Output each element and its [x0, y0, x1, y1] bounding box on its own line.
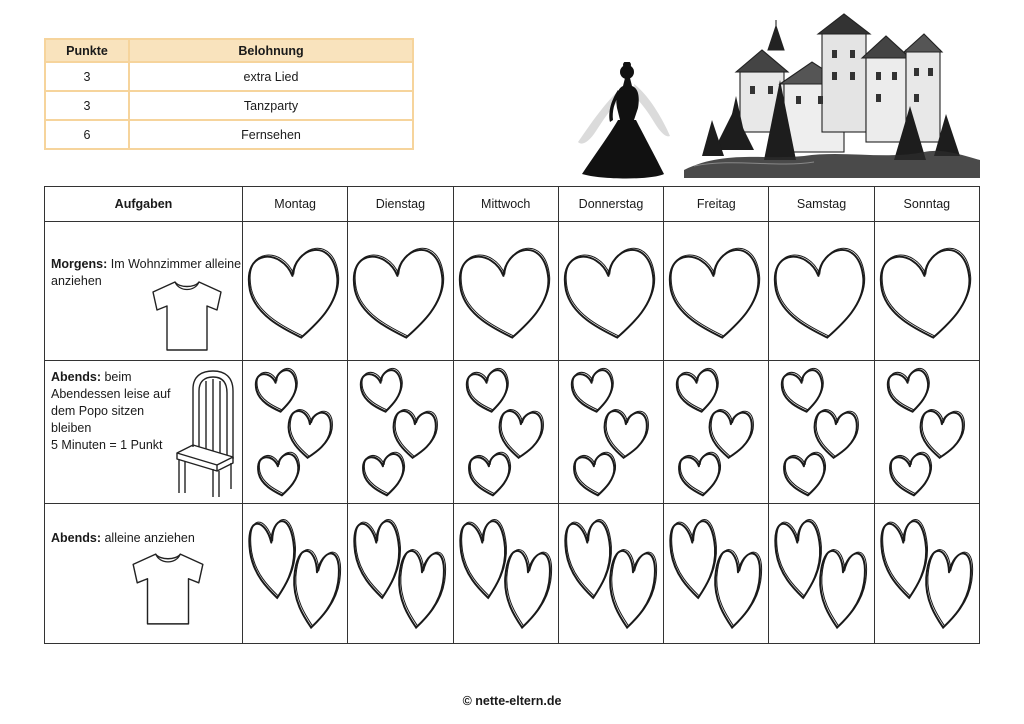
heart-icon [572, 451, 619, 498]
t-shirt-icon [127, 550, 209, 628]
hearts-drawing [875, 361, 979, 504]
task-description [51, 530, 195, 547]
reward-points: 3 [45, 91, 129, 120]
heart-icon [247, 519, 301, 601]
hearts-drawing [769, 361, 873, 504]
reward-points: 3 [45, 62, 129, 91]
day-header: Dienstag [348, 187, 453, 222]
heart-cell[interactable] [874, 222, 979, 361]
hearts-drawing [559, 222, 663, 360]
hearts-drawing [348, 222, 452, 360]
heart-icon [570, 367, 618, 415]
heart-icon [605, 549, 659, 631]
day-header: Mittwoch [453, 187, 558, 222]
reward-name: Tanzparty [129, 91, 413, 120]
heart-icon [359, 367, 407, 415]
heart-icon [351, 246, 452, 344]
task-description [51, 369, 179, 454]
hearts-drawing [664, 504, 768, 643]
heart-icon [780, 367, 828, 415]
heart-cell[interactable] [558, 360, 663, 504]
heart-cell[interactable] [558, 504, 663, 644]
hearts-drawing [348, 504, 452, 643]
reward-row [45, 91, 413, 120]
task-text: alleine anziehen [101, 531, 195, 546]
hearts-drawing [243, 222, 347, 360]
task-time-label: Abends: [51, 369, 101, 384]
heart-cell[interactable] [769, 222, 874, 361]
hearts-drawing [454, 504, 558, 643]
reward-header: Belohnung [129, 39, 413, 62]
weekly-chart [44, 186, 980, 644]
heart-icon [879, 519, 933, 601]
heart-icon [392, 409, 439, 459]
princess-silhouette-icon [572, 62, 672, 180]
day-header: Donnerstag [558, 187, 663, 222]
reward-name: extra Lied [129, 62, 413, 91]
day-header: Sonntag [874, 187, 979, 222]
hearts-drawing [559, 361, 663, 504]
day-header: Montag [243, 187, 348, 222]
task-time-label: Abends: [51, 531, 101, 546]
heart-icon [772, 246, 873, 344]
heart-icon [918, 409, 965, 459]
reward-table [44, 38, 414, 150]
day-header: Samstag [769, 187, 874, 222]
heart-icon [885, 367, 933, 415]
hearts-drawing [664, 222, 768, 360]
reward-row [45, 120, 413, 149]
task-row [45, 504, 980, 644]
hearts-drawing [454, 222, 558, 360]
heart-cell[interactable] [453, 504, 558, 644]
heart-cell[interactable] [769, 504, 874, 644]
hearts-drawing [769, 222, 873, 360]
heart-icon [254, 367, 302, 415]
heart-icon [816, 549, 870, 631]
heart-cell[interactable] [453, 360, 558, 504]
task-text: beim Abendessen leise auf dem Popo sitzen bleiben [51, 369, 171, 435]
hearts-drawing [769, 504, 873, 643]
t-shirt-icon [147, 278, 227, 354]
heart-icon [245, 246, 346, 344]
heart-cell[interactable] [664, 504, 769, 644]
heart-icon [921, 549, 975, 631]
task-cell [45, 222, 243, 361]
heart-icon [666, 246, 767, 344]
heart-icon [675, 367, 723, 415]
heart-cell[interactable] [348, 504, 453, 644]
hearts-drawing [454, 361, 558, 504]
castle-sketch-icon [684, 10, 980, 178]
copyright-footer: © nette-eltern.de [462, 694, 562, 708]
heart-cell[interactable] [874, 360, 979, 504]
heart-icon [497, 409, 544, 459]
heart-icon [256, 451, 303, 498]
heart-cell[interactable] [243, 360, 348, 504]
tasks-header: Aufgaben [45, 187, 243, 222]
heart-icon [287, 409, 334, 459]
heart-cell[interactable] [664, 360, 769, 504]
task-row [45, 360, 980, 504]
reward-header-row [45, 39, 413, 62]
points-header: Punkte [45, 39, 129, 62]
heart-cell[interactable] [453, 222, 558, 361]
heart-icon [289, 549, 343, 631]
heart-cell[interactable] [243, 222, 348, 361]
heart-icon [668, 519, 722, 601]
hearts-drawing [875, 222, 979, 360]
heart-icon [677, 451, 724, 498]
heart-icon [563, 519, 617, 601]
heart-cell[interactable] [243, 504, 348, 644]
hearts-drawing [875, 504, 979, 643]
task-cell [45, 360, 243, 504]
heart-icon [708, 409, 755, 459]
heart-icon [888, 451, 935, 498]
task-row [45, 222, 980, 361]
heart-cell[interactable] [348, 360, 453, 504]
heart-icon [773, 519, 827, 601]
heart-cell[interactable] [558, 222, 663, 361]
heart-cell[interactable] [348, 222, 453, 361]
hearts-drawing [348, 361, 452, 504]
chart-header-row [45, 187, 980, 222]
task-note: 5 Minuten = 1 Punkt [51, 437, 163, 452]
reward-row [45, 62, 413, 91]
heart-icon [464, 367, 512, 415]
heart-icon [783, 451, 830, 498]
heart-cell[interactable] [769, 360, 874, 504]
reward-name: Fernsehen [129, 120, 413, 149]
heart-icon [710, 549, 764, 631]
task-time-label: Morgens: [51, 257, 108, 272]
heart-icon [602, 409, 649, 459]
heart-icon [352, 519, 406, 601]
hearts-drawing [664, 361, 768, 504]
heart-cell[interactable] [874, 504, 979, 644]
heart-icon [456, 246, 557, 344]
chair-icon [173, 367, 239, 499]
hearts-drawing [243, 361, 347, 504]
heart-icon [877, 246, 978, 344]
reward-points: 6 [45, 120, 129, 149]
heart-icon [561, 246, 662, 344]
heart-icon [813, 409, 860, 459]
heart-icon [362, 451, 409, 498]
day-header: Freitag [664, 187, 769, 222]
hearts-drawing [243, 504, 347, 643]
heart-icon [467, 451, 514, 498]
heart-icon [458, 519, 512, 601]
heart-cell[interactable] [664, 222, 769, 361]
heart-icon [500, 549, 554, 631]
task-text: Im Wohnzimmer alleine anziehen [51, 257, 242, 289]
task-cell [45, 504, 243, 644]
heart-icon [394, 549, 448, 631]
hearts-drawing [559, 504, 663, 643]
